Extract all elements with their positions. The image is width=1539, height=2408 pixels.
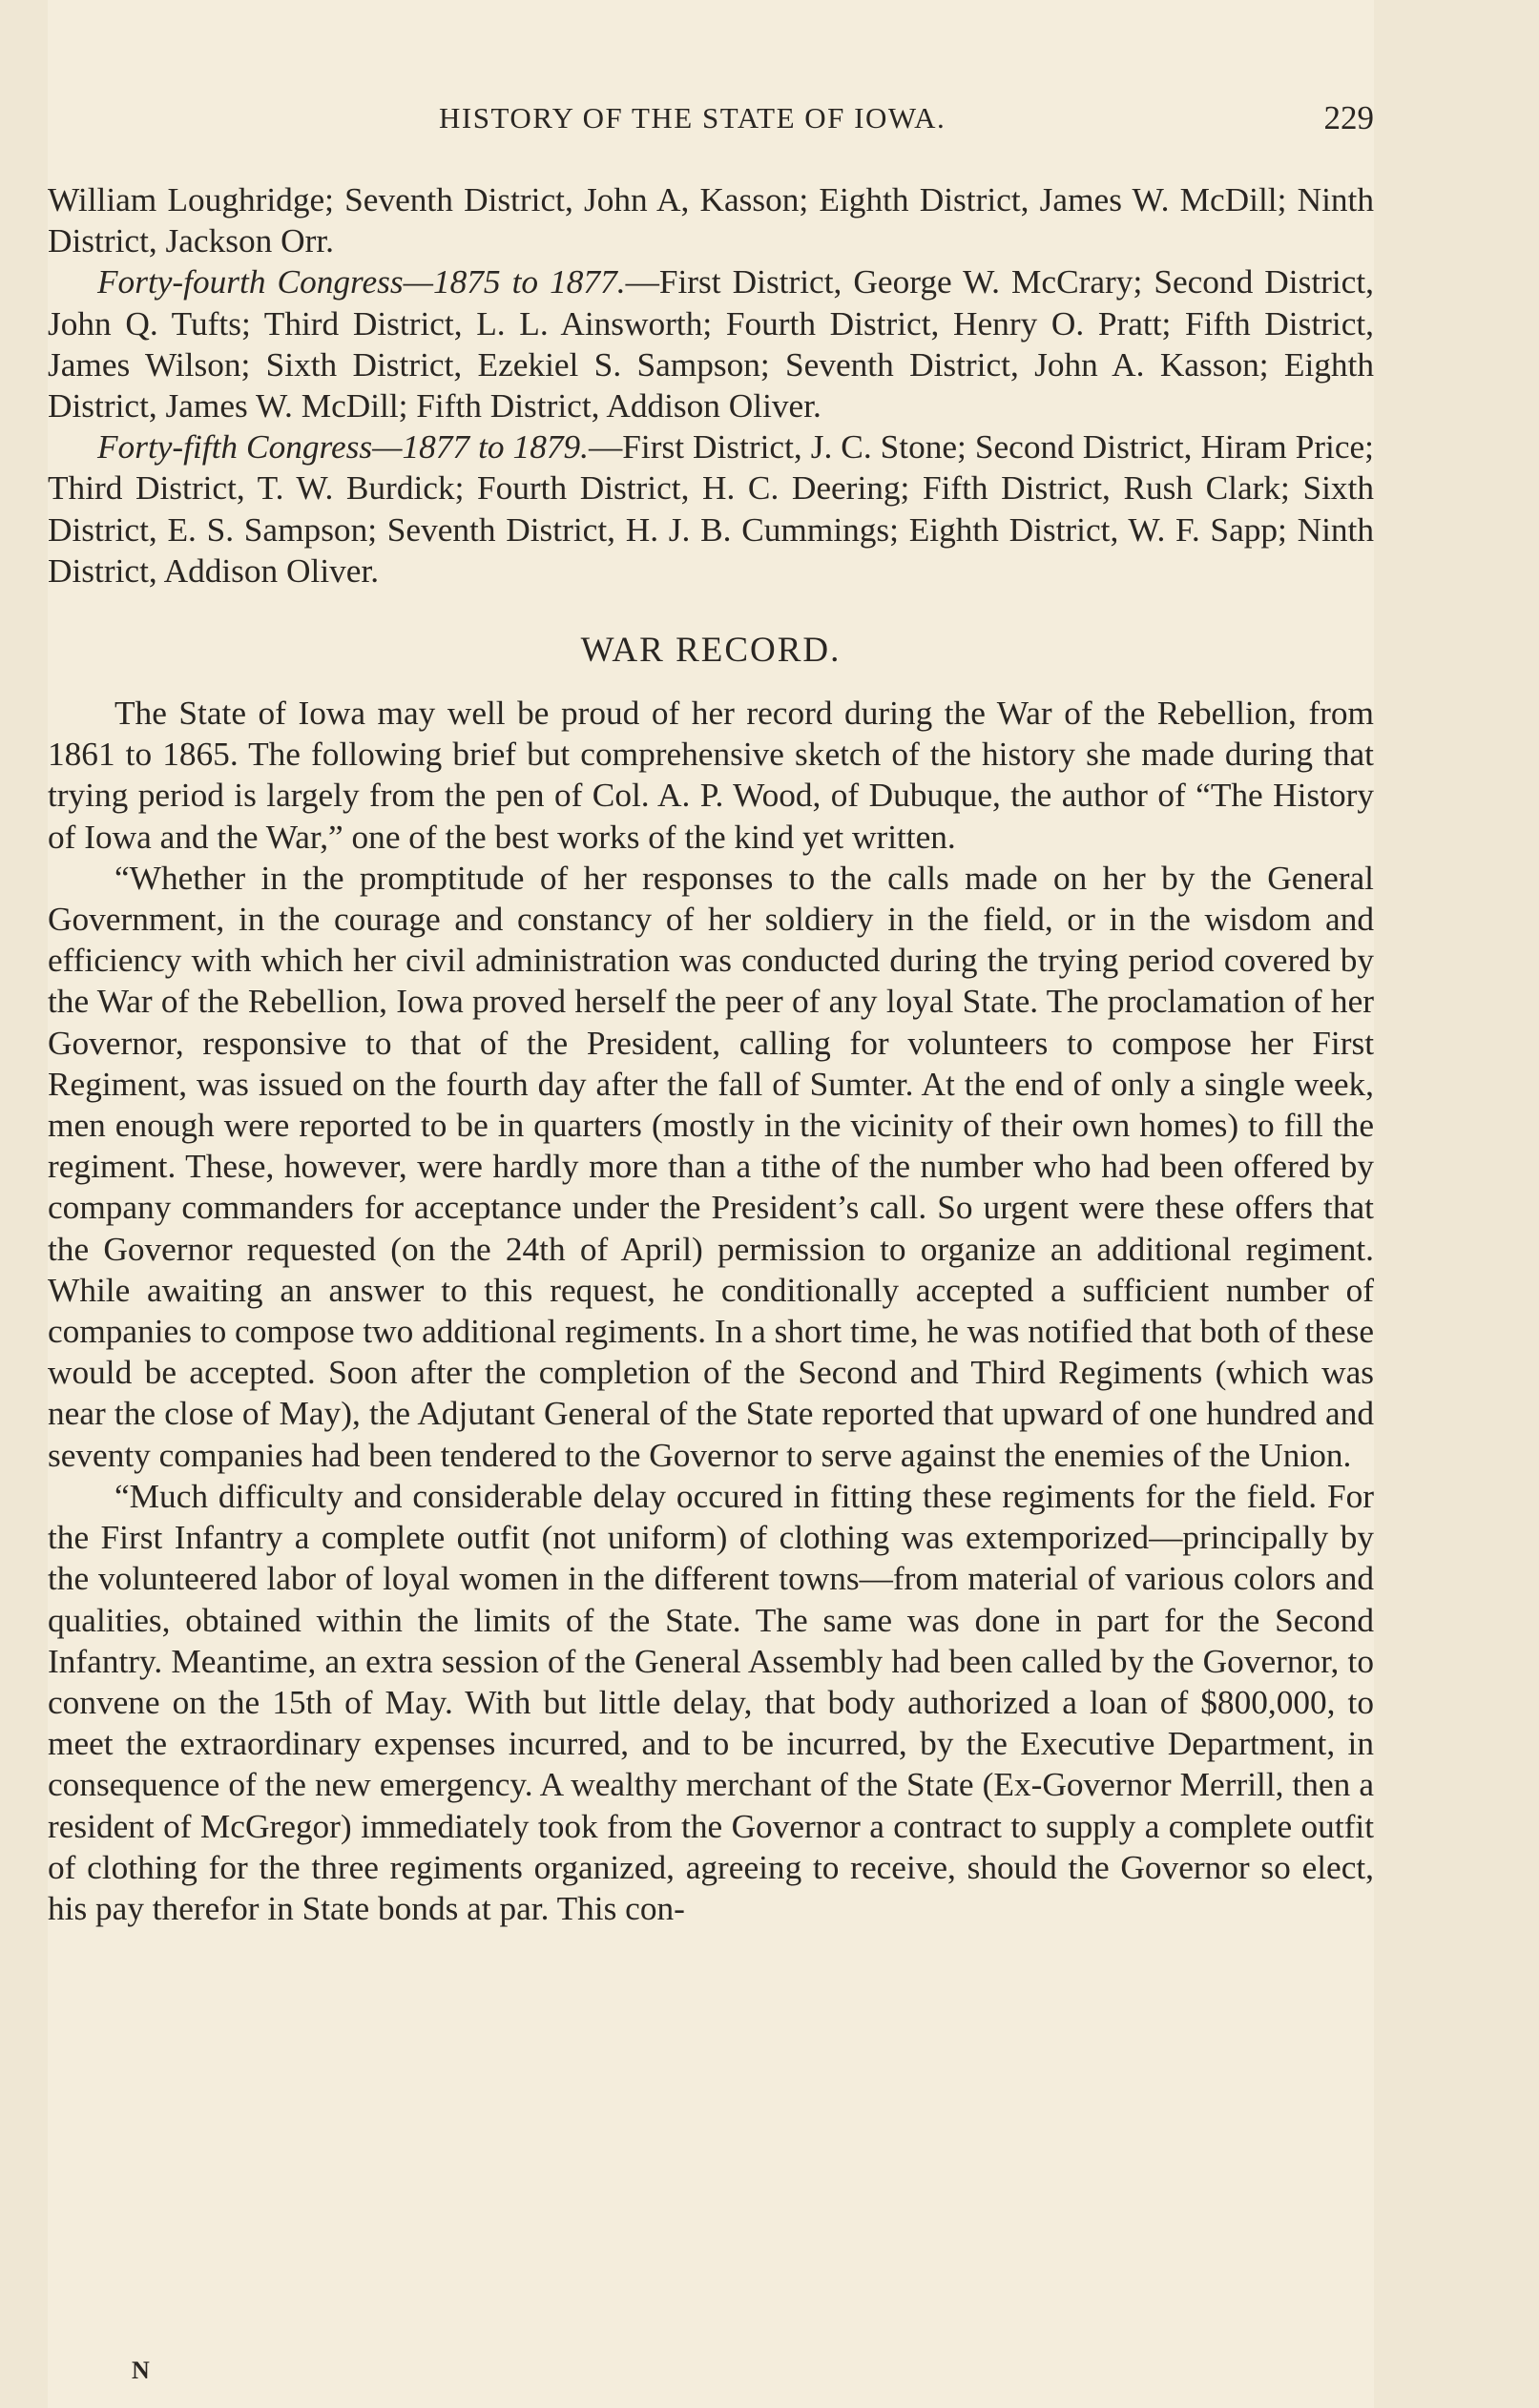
paragraph-forty-fifth-congress [48,426,1374,592]
congress-title: Forty-fourth Congress—1875 to 1877. [97,263,626,301]
signature-mark: N [132,2356,150,2384]
page-header [439,101,1374,149]
paragraph-forty-fourth-congress [48,261,1374,426]
paragraph-quotation-2: “Much difficulty and considerable delay occured in fitting these regiments for the field. For the First Infantry a complete outfit (not uniform) of clothing was extemporized—principally by the volunteered labor of loyal women in the different towns—from material of various colors and qualities, obtained within the limits of the State. The same was done in part for the Second Infantry. Meantime, an extra session of the General Assembly had been called by the Governor, to convene on the 15th of May. With but little delay, that body authorized a loan of $800,000, to meet the extraordinary expenses incurred, and to be incurred, by the Executive Department, in consequence of the new emergency. A wealthy merchant of the State (Ex-Governor Merrill, then a resident of McGregor) immediately took from the Governor a contract to supply a complete outfit of clothing for the three regiments organized, agreeing to receive, should the Governor so elect, his pay therefor in State bonds at par. This con- [48,1477,1374,1927]
section-heading: WAR RECORD. [580,631,842,671]
congress-districts: —First District, J. C. Stone; Second District, Hiram Price; Third District, T. W. Burdick; Fourth District, H. C. Deering; Fifth District, Rush Clark; Sixth District, E. S. Sampson; Seventh District, H. J. B. Cummings; Eighth District, W. F. Sapp; Ninth District, Addison Oliver. [48,428,1374,590]
paragraph-war-record-intro: The State of Iowa may well be proud of her record during the War of the Rebellion, from 1861 to 1865. The following brief but comprehensive sketch of the history she made during that trying period is largely from the pen of Col. A. P. Wood, of Dubuque, the author of “The History of Iowa and the War,” one of the best works of the kind yet written. [48,695,1374,856]
body-text [48,179,1374,1929]
running-title: HISTORY OF THE STATE OF IOWA. [439,101,946,135]
congress-title: Forty-fifth Congress—1877 to 1879. [97,428,589,467]
paragraph-continued-districts: William Loughridge; Seventh District, John A, Kasson; Eighth District, James W. McDill; Ninth District, Jackson Orr. [48,181,1374,260]
paragraph-quotation-1: “Whether in the promptitude of her responses to the calls made on her by the General Government, in the courage and constancy of her soldiery in the field, or in the wisdom and efficiency with which her civil administration was conducted during the trying period covered by the War of the Rebellion, Iowa proved herself the peer of any loyal State. The proclamation of her Governor, responsive to that of the President, calling for volunteers to compose her First Regiment, was issued on the fourth day after the fall of Sumter. At the end of only a single week, men enough were reported to be in quarters (mostly in the vicinity of their own homes) to fill the regiment. These, however, were hardly more than a tithe of the number who had been offered by company commanders for acceptance under the President’s call. So urgent were these offers that the Governor requested (on the 24th of April) permission to organize an additional regiment. While awaiting an answer to this request, he conditionally accepted a sufficient number of companies to compose two additional regiments. In a short time, he was notified that both of these would be accepted. Soon after the completion of the Second and Third Regiments (which was near the close of May), the Adjutant General of the State reported that upward of one hundred and seventy companies had been tendered to the Governor to serve against the enemies of the Union. [48,859,1374,1474]
congress-districts: —First District, George W. McCrary; Second District, John Q. Tufts; Third District, L. L. Ainsworth; Fourth District, Henry O. Pratt; Fifth District, James Wilson; Sixth District, Ezekiel S. Sampson; Seventh District, John A. Kasson; Eighth District, James W. McDill; Fifth District, Addison Oliver. [48,263,1374,426]
page-number: 229 [1323,99,1374,136]
